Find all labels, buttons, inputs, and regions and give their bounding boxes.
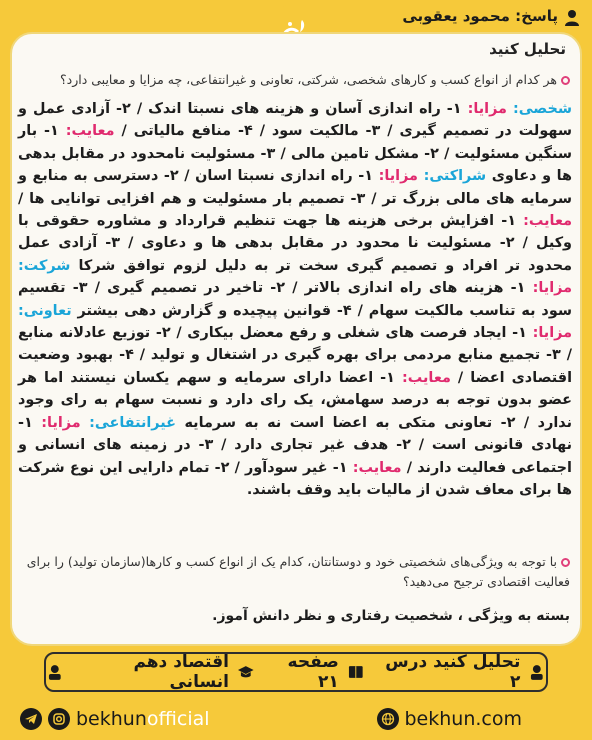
answer-author: پاسخ: محمود یعقوبی xyxy=(402,7,558,25)
bullet-icon xyxy=(561,558,570,567)
answer-text: ۱- هزینه های راه اندازی بالاتر / ۲- تاخیر در تصمیم گیری / ۳- تقسیم سود به تناسب مالکیت سهام / ۴- قوانین پیچیده و گزارش دهی بیشتر xyxy=(18,280,572,319)
telegram-icon[interactable] xyxy=(20,708,42,730)
answer-keyword: مزایا: xyxy=(378,168,424,185)
handle-text xyxy=(76,708,210,730)
answer-keyword: غیرانتفاعی: xyxy=(89,414,176,431)
book-icon xyxy=(347,663,365,681)
question-1-text: هر کدام از انواع کسب و کارهای شخصی، شرکتی، تعاونی و غیرانتفاعی، چه مزایا و معایبی دارد؟ xyxy=(60,72,557,87)
question-1 xyxy=(22,70,570,90)
question-2-text: با توجه به ویژگی‌های شخصیتی خود و دوستانتان، کدام یک از انواع کسب و کارها(سازمان تولید) را برای فعالیت اقتصادی ترجیح می‌دهید؟ xyxy=(26,554,570,589)
website-text: bekhun.com xyxy=(404,708,522,730)
banner-lesson: تحلیل کنید درس ۲ xyxy=(385,652,521,692)
social-handle[interactable] xyxy=(20,708,210,730)
answer-keyword: تعاونی: xyxy=(18,302,72,319)
instagram-icon[interactable] xyxy=(48,708,70,730)
user-icon xyxy=(564,9,580,27)
bullet-icon xyxy=(561,76,570,85)
student-icon xyxy=(528,663,546,681)
handle-suffix: official xyxy=(146,708,210,730)
answer-keyword: معایب: xyxy=(523,213,572,230)
question-2 xyxy=(22,552,570,592)
answer-keyword: شراکتی: xyxy=(423,168,487,185)
answer-keyword: مزایا: xyxy=(467,101,513,117)
answer-keyword: معایب: xyxy=(65,123,115,140)
answer-text: ۱- بار سنگین مسئولیت / ۲- مشکل تامین مالی / ۳- مسئولیت نامحدود در مقابل بدهی ها و دعاوی xyxy=(18,123,573,185)
graduation-cap-icon xyxy=(237,663,255,681)
answer-text: ۱- راه اندازی نسبتا اسان / ۲- دسترسی به منابع و سرمایه های مالی بزرگ تر / ۳- تصمیم بار مسئولیت و هم افزایی توانایی ها / xyxy=(18,168,572,207)
website-link[interactable] xyxy=(377,708,523,730)
lesson-banner xyxy=(44,652,548,692)
student-icon xyxy=(46,663,64,681)
answer-keyword: مزایا: xyxy=(41,414,90,431)
answer-text: ۱- غیر سودآور / ۲- تمام دارایی این نوع شرکت ها برای معاف شدن از مالیات باید وقف باشند. xyxy=(18,459,572,498)
answer-1 xyxy=(18,98,572,501)
answer-keyword: معایب: xyxy=(402,369,451,386)
section-title: تحلیل کنید xyxy=(489,40,566,58)
answer-keyword: مزایا: xyxy=(532,325,572,342)
answer-2: بسته به ویژگی ، شخصیت رفتاری و نظر دانش آموز. xyxy=(212,608,570,624)
answer-keyword: شرکت: xyxy=(18,257,71,274)
answer-keyword: مزایا: xyxy=(532,280,572,297)
footer-bar xyxy=(0,700,592,740)
answer-text: ۱- اعضا دارای سرمایه و سهم یکسان نیستند اما هر عضو بدون توجه به درصد سهامش، یک رای دارد و نسبت سهام به رای وجود ندارد / ۲- تعاونی متکی به اعضا است نه به سرمایه xyxy=(18,369,573,431)
banner-page: صفحه ۲۱ xyxy=(287,652,339,692)
answer-text: ۱- افزایش برخی هزینه ها جهت تنظیم قرارداد و مشاوره حقوقی با وکیل / ۲- مسئولیت نا محدود در مقابل بدهی ها و دعاوی / ۳- آزادی عمل محدود تر افراد و تصمیم گیری سخت تر به دلیل لزوم توافق شرکا xyxy=(18,213,573,274)
answer-text: ۱- راه اندازی آسان و هزینه های نسبتا اندک / ۲- آزادی عمل و سهولت در تصمیم گیری / ۳- مالکیت سود / ۴- منافع مالیاتی / xyxy=(18,101,573,140)
answer-keyword: شخصی: xyxy=(512,101,572,117)
answer-keyword: معایب: xyxy=(352,459,402,476)
globe-icon xyxy=(377,708,399,730)
handle-prefix: bekhun xyxy=(76,708,147,730)
answer-text: ۱- ایجاد فرصت های شغلی و رفع معضل بیکاری / ۲- توزیع عادلانه منابع / ۳- تجمیع منابع مردمی برای بهره گیری در اشتغال و تولید / ۴- بهبود وضعیت اقتصادی اعضا / xyxy=(18,325,573,386)
banner-subject: اقتصاد دهم انسانی xyxy=(133,652,229,692)
answer-text: ۱- نهادی قانونی است / ۲- هدف غیر تجاری دارد / ۳- در زمینه های انسانی و اجتماعی فعالیت دارند / xyxy=(18,414,572,476)
